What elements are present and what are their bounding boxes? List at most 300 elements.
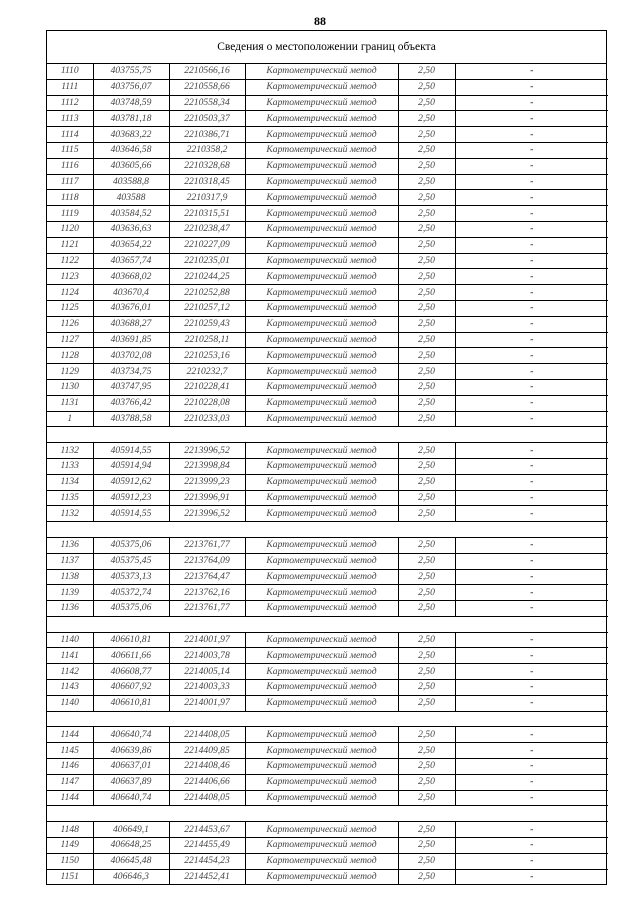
table-row [47, 379, 608, 395]
cell-accuracy: 2,50 [398, 158, 455, 174]
cell-y-coordinate: 2214001,97 [169, 695, 245, 711]
table-row [47, 664, 608, 680]
cell-accuracy: 2,50 [398, 253, 455, 269]
cell-method: Картометрический метод [245, 316, 398, 332]
cell-description: - [455, 743, 608, 759]
cell-accuracy: 2,50 [398, 206, 455, 222]
cell-description: - [455, 664, 608, 680]
cell-x-coordinate: 403588,8 [93, 174, 169, 190]
cell-x-coordinate: 403584,52 [93, 206, 169, 222]
cell-y-coordinate: 2210558,66 [169, 79, 245, 95]
cell-x-coordinate: 403781,18 [93, 111, 169, 127]
cell-y-coordinate: 2210238,47 [169, 221, 245, 237]
cell-description: - [455, 506, 608, 522]
cell-x-coordinate: 403756,07 [93, 79, 169, 95]
cell-x-coordinate: 403734,75 [93, 364, 169, 380]
table-row [47, 443, 608, 459]
cell-point-number: 1148 [47, 822, 93, 838]
table-row [47, 474, 608, 490]
cell-accuracy: 2,50 [398, 680, 455, 696]
cell-point-number: 1133 [47, 458, 93, 474]
cell-description: - [455, 838, 608, 854]
cell-point-number: 1134 [47, 474, 93, 490]
cell-accuracy: 2,50 [398, 379, 455, 395]
cell-x-coordinate: 403748,59 [93, 95, 169, 111]
group-separator-row [47, 522, 608, 538]
cell-description: - [455, 316, 608, 332]
cell-description: - [455, 142, 608, 158]
cell-description: - [455, 553, 608, 569]
table-row [47, 458, 608, 474]
table-row [47, 838, 608, 854]
cell-method: Картометрический метод [245, 142, 398, 158]
table-row [47, 853, 608, 869]
cell-accuracy: 2,50 [398, 111, 455, 127]
cell-accuracy: 2,50 [398, 142, 455, 158]
cell-accuracy: 2,50 [398, 285, 455, 301]
cell-accuracy: 2,50 [398, 664, 455, 680]
cell-y-coordinate: 2214408,05 [169, 727, 245, 743]
cell-x-coordinate: 405912,23 [93, 490, 169, 506]
cell-x-coordinate: 403688,27 [93, 316, 169, 332]
cell-method: Картометрический метод [245, 332, 398, 348]
cell-point-number: 1129 [47, 364, 93, 380]
cell-x-coordinate: 403657,74 [93, 253, 169, 269]
group-separator-cell [47, 806, 608, 822]
cell-x-coordinate: 406637,01 [93, 759, 169, 775]
cell-x-coordinate: 405375,06 [93, 537, 169, 553]
cell-description: - [455, 348, 608, 364]
cell-accuracy: 2,50 [398, 648, 455, 664]
cell-x-coordinate: 406607,92 [93, 680, 169, 696]
cell-method: Картометрический метод [245, 269, 398, 285]
cell-y-coordinate: 2214406,66 [169, 774, 245, 790]
cell-x-coordinate: 406648,25 [93, 838, 169, 854]
cell-accuracy: 2,50 [398, 95, 455, 111]
cell-accuracy: 2,50 [398, 348, 455, 364]
cell-x-coordinate: 406640,74 [93, 727, 169, 743]
cell-accuracy: 2,50 [398, 364, 455, 380]
cell-accuracy: 2,50 [398, 506, 455, 522]
cell-point-number: 1140 [47, 695, 93, 711]
cell-method: Картометрический метод [245, 790, 398, 806]
cell-y-coordinate: 2210566,16 [169, 64, 245, 79]
cell-description: - [455, 569, 608, 585]
cell-y-coordinate: 2210235,01 [169, 253, 245, 269]
cell-point-number: 1128 [47, 348, 93, 364]
cell-y-coordinate: 2210259,43 [169, 316, 245, 332]
cell-method: Картометрический метод [245, 838, 398, 854]
cell-y-coordinate: 2213764,09 [169, 553, 245, 569]
cell-y-coordinate: 2210257,12 [169, 300, 245, 316]
cell-method: Картометрический метод [245, 601, 398, 617]
cell-method: Картометрический метод [245, 379, 398, 395]
cell-y-coordinate: 2210228,41 [169, 379, 245, 395]
cell-description: - [455, 537, 608, 553]
cell-method: Картометрический метод [245, 506, 398, 522]
cell-method: Картометрический метод [245, 648, 398, 664]
cell-method: Картометрический метод [245, 822, 398, 838]
table-row [47, 142, 608, 158]
cell-x-coordinate: 403747,95 [93, 379, 169, 395]
cell-method: Картометрический метод [245, 158, 398, 174]
cell-accuracy: 2,50 [398, 221, 455, 237]
cell-point-number: 1122 [47, 253, 93, 269]
cell-description: - [455, 379, 608, 395]
cell-accuracy: 2,50 [398, 127, 455, 143]
cell-y-coordinate: 2210227,09 [169, 237, 245, 253]
cell-x-coordinate: 406608,77 [93, 664, 169, 680]
cell-method: Картометрический метод [245, 174, 398, 190]
cell-method: Картометрический метод [245, 853, 398, 869]
cell-point-number: 1126 [47, 316, 93, 332]
cell-point-number: 1139 [47, 585, 93, 601]
cell-x-coordinate: 405375,45 [93, 553, 169, 569]
group-separator-cell [47, 522, 608, 538]
cell-point-number: 1110 [47, 64, 93, 79]
group-separator-row [47, 806, 608, 822]
cell-method: Картометрический метод [245, 458, 398, 474]
cell-x-coordinate: 406610,81 [93, 695, 169, 711]
cell-y-coordinate: 2214408,46 [169, 759, 245, 775]
cell-description: - [455, 237, 608, 253]
cell-accuracy: 2,50 [398, 790, 455, 806]
cell-description: - [455, 853, 608, 869]
cell-description: - [455, 285, 608, 301]
cell-y-coordinate: 2210315,51 [169, 206, 245, 222]
cell-description: - [455, 474, 608, 490]
cell-point-number: 1132 [47, 443, 93, 459]
cell-accuracy: 2,50 [398, 822, 455, 838]
cell-point-number: 1112 [47, 95, 93, 111]
cell-description: - [455, 458, 608, 474]
cell-y-coordinate: 2213764,47 [169, 569, 245, 585]
cell-description: - [455, 632, 608, 648]
cell-point-number: 1150 [47, 853, 93, 869]
cell-x-coordinate: 406646,3 [93, 869, 169, 884]
cell-point-number: 1114 [47, 127, 93, 143]
cell-description: - [455, 127, 608, 143]
table-row [47, 759, 608, 775]
cell-method: Картометрический метод [245, 206, 398, 222]
cell-accuracy: 2,50 [398, 553, 455, 569]
cell-point-number: 1151 [47, 869, 93, 884]
cell-accuracy: 2,50 [398, 601, 455, 617]
cell-x-coordinate: 403668,02 [93, 269, 169, 285]
table-row [47, 774, 608, 790]
cell-point-number: 1147 [47, 774, 93, 790]
group-separator-cell [47, 711, 608, 727]
table-row [47, 506, 608, 522]
table-row [47, 553, 608, 569]
cell-y-coordinate: 2214454,23 [169, 853, 245, 869]
cell-point-number: 1132 [47, 506, 93, 522]
cell-description: - [455, 95, 608, 111]
cell-y-coordinate: 2213999,23 [169, 474, 245, 490]
cell-y-coordinate: 2214409,85 [169, 743, 245, 759]
table-row [47, 158, 608, 174]
cell-method: Картометрический метод [245, 443, 398, 459]
cell-method: Картометрический метод [245, 569, 398, 585]
cell-description: - [455, 869, 608, 884]
cell-accuracy: 2,50 [398, 838, 455, 854]
cell-method: Картометрический метод [245, 727, 398, 743]
cell-point-number: 1116 [47, 158, 93, 174]
cell-y-coordinate: 2213762,16 [169, 585, 245, 601]
cell-point-number: 1144 [47, 727, 93, 743]
cell-description: - [455, 79, 608, 95]
cell-method: Картометрический метод [245, 237, 398, 253]
cell-x-coordinate: 406637,89 [93, 774, 169, 790]
group-separator-cell [47, 427, 608, 443]
cell-x-coordinate: 405914,55 [93, 506, 169, 522]
cell-description: - [455, 411, 608, 427]
cell-accuracy: 2,50 [398, 774, 455, 790]
table-row [47, 395, 608, 411]
cell-method: Картометрический метод [245, 869, 398, 884]
cell-method: Картометрический метод [245, 79, 398, 95]
cell-x-coordinate: 403702,08 [93, 348, 169, 364]
cell-description: - [455, 443, 608, 459]
cell-description: - [455, 774, 608, 790]
cell-description: - [455, 695, 608, 711]
cell-description: - [455, 585, 608, 601]
cell-method: Картометрический метод [245, 490, 398, 506]
table-row [47, 79, 608, 95]
cell-x-coordinate: 405373,13 [93, 569, 169, 585]
cell-description: - [455, 269, 608, 285]
cell-point-number: 1142 [47, 664, 93, 680]
cell-accuracy: 2,50 [398, 443, 455, 459]
cell-accuracy: 2,50 [398, 585, 455, 601]
cell-y-coordinate: 2210233,03 [169, 411, 245, 427]
cell-description: - [455, 601, 608, 617]
cell-y-coordinate: 2210358,2 [169, 142, 245, 158]
group-separator-row [47, 427, 608, 443]
cell-point-number: 1120 [47, 221, 93, 237]
table-row [47, 253, 608, 269]
cell-accuracy: 2,50 [398, 64, 455, 79]
cell-accuracy: 2,50 [398, 458, 455, 474]
cell-point-number: 1127 [47, 332, 93, 348]
cell-x-coordinate: 403788,58 [93, 411, 169, 427]
cell-point-number: 1115 [47, 142, 93, 158]
cell-method: Картометрический метод [245, 411, 398, 427]
cell-description: - [455, 206, 608, 222]
cell-point-number: 1113 [47, 111, 93, 127]
cell-x-coordinate: 406611,66 [93, 648, 169, 664]
cell-description: - [455, 158, 608, 174]
cell-y-coordinate: 2210558,34 [169, 95, 245, 111]
table-row [47, 269, 608, 285]
cell-accuracy: 2,50 [398, 632, 455, 648]
group-separator-row [47, 711, 608, 727]
cell-method: Картометрический метод [245, 774, 398, 790]
group-separator-cell [47, 616, 608, 632]
cell-point-number: 1145 [47, 743, 93, 759]
cell-x-coordinate: 403691,85 [93, 332, 169, 348]
cell-y-coordinate: 2210503,37 [169, 111, 245, 127]
table-row [47, 190, 608, 206]
cell-point-number: 1119 [47, 206, 93, 222]
cell-accuracy: 2,50 [398, 743, 455, 759]
cell-accuracy: 2,50 [398, 853, 455, 869]
cell-point-number: 1149 [47, 838, 93, 854]
table-row [47, 364, 608, 380]
table-row [47, 111, 608, 127]
cell-point-number: 1144 [47, 790, 93, 806]
coordinates-table [47, 64, 608, 884]
cell-x-coordinate: 403588 [93, 190, 169, 206]
table-row [47, 348, 608, 364]
cell-x-coordinate: 403646,58 [93, 142, 169, 158]
cell-point-number: 1141 [47, 648, 93, 664]
cell-x-coordinate: 403654,22 [93, 237, 169, 253]
cell-point-number: 1124 [47, 285, 93, 301]
cell-method: Картометрический метод [245, 585, 398, 601]
cell-accuracy: 2,50 [398, 569, 455, 585]
table-row [47, 569, 608, 585]
cell-description: - [455, 822, 608, 838]
section-title: Сведения о местоположении границ объекта [47, 31, 606, 64]
cell-x-coordinate: 403683,22 [93, 127, 169, 143]
page-number: 88 [314, 14, 326, 28]
cell-accuracy: 2,50 [398, 269, 455, 285]
cell-x-coordinate: 403676,01 [93, 300, 169, 316]
table-row [47, 127, 608, 143]
table-row [47, 632, 608, 648]
cell-point-number: 1117 [47, 174, 93, 190]
cell-y-coordinate: 2214455,49 [169, 838, 245, 854]
cell-point-number: 1121 [47, 237, 93, 253]
table-row [47, 680, 608, 696]
cell-point-number: 1135 [47, 490, 93, 506]
cell-point-number: 1118 [47, 190, 93, 206]
cell-accuracy: 2,50 [398, 79, 455, 95]
table-row [47, 332, 608, 348]
cell-method: Картометрический метод [245, 759, 398, 775]
cell-accuracy: 2,50 [398, 332, 455, 348]
cell-accuracy: 2,50 [398, 174, 455, 190]
cell-description: - [455, 490, 608, 506]
cell-description: - [455, 364, 608, 380]
cell-description: - [455, 300, 608, 316]
table-row [47, 790, 608, 806]
cell-x-coordinate: 405912,62 [93, 474, 169, 490]
cell-description: - [455, 221, 608, 237]
cell-accuracy: 2,50 [398, 490, 455, 506]
cell-accuracy: 2,50 [398, 695, 455, 711]
table-row [47, 695, 608, 711]
cell-method: Картометрический метод [245, 190, 398, 206]
cell-accuracy: 2,50 [398, 759, 455, 775]
cell-x-coordinate: 405372,74 [93, 585, 169, 601]
cell-y-coordinate: 2214408,05 [169, 790, 245, 806]
table-row [47, 822, 608, 838]
cell-point-number: 1143 [47, 680, 93, 696]
cell-method: Картометрический метод [245, 553, 398, 569]
cell-method: Картометрический метод [245, 221, 398, 237]
cell-point-number: 1123 [47, 269, 93, 285]
table-row [47, 221, 608, 237]
cell-method: Картометрический метод [245, 348, 398, 364]
cell-x-coordinate: 406649,1 [93, 822, 169, 838]
cell-method: Картометрический метод [245, 285, 398, 301]
table-row [47, 869, 608, 884]
cell-description: - [455, 111, 608, 127]
cell-y-coordinate: 2214005,14 [169, 664, 245, 680]
cell-y-coordinate: 2210258,11 [169, 332, 245, 348]
cell-y-coordinate: 2214003,78 [169, 648, 245, 664]
cell-accuracy: 2,50 [398, 300, 455, 316]
table-row [47, 743, 608, 759]
cell-method: Картометрический метод [245, 537, 398, 553]
cell-description: - [455, 174, 608, 190]
cell-y-coordinate: 2210253,16 [169, 348, 245, 364]
cell-description: - [455, 790, 608, 806]
table-row [47, 411, 608, 427]
cell-accuracy: 2,50 [398, 474, 455, 490]
cell-x-coordinate: 403605,66 [93, 158, 169, 174]
cell-accuracy: 2,50 [398, 411, 455, 427]
cell-method: Картометрический метод [245, 474, 398, 490]
cell-description: - [455, 648, 608, 664]
cell-accuracy: 2,50 [398, 395, 455, 411]
table-row [47, 537, 608, 553]
cell-method: Картометрический метод [245, 111, 398, 127]
cell-method: Картометрический метод [245, 364, 398, 380]
cell-method: Картометрический метод [245, 64, 398, 79]
cell-x-coordinate: 403670,4 [93, 285, 169, 301]
cell-x-coordinate: 405914,94 [93, 458, 169, 474]
cell-y-coordinate: 2214001,97 [169, 632, 245, 648]
cell-accuracy: 2,50 [398, 869, 455, 884]
cell-point-number: 1131 [47, 395, 93, 411]
cell-y-coordinate: 2210244,25 [169, 269, 245, 285]
table-row [47, 585, 608, 601]
cell-accuracy: 2,50 [398, 727, 455, 743]
cell-y-coordinate: 2210386,71 [169, 127, 245, 143]
cell-x-coordinate: 406610,81 [93, 632, 169, 648]
cell-y-coordinate: 2213761,77 [169, 601, 245, 617]
table-row [47, 64, 608, 79]
table-row [47, 174, 608, 190]
cell-point-number: 1136 [47, 537, 93, 553]
table-row [47, 237, 608, 253]
cell-description: - [455, 680, 608, 696]
cell-y-coordinate: 2210318,45 [169, 174, 245, 190]
cell-x-coordinate: 403755,75 [93, 64, 169, 79]
table-row [47, 648, 608, 664]
table-row [47, 300, 608, 316]
cell-description: - [455, 190, 608, 206]
cell-x-coordinate: 405375,06 [93, 601, 169, 617]
cell-accuracy: 2,50 [398, 316, 455, 332]
cell-point-number: 1137 [47, 553, 93, 569]
cell-accuracy: 2,50 [398, 537, 455, 553]
cell-method: Картометрический метод [245, 664, 398, 680]
cell-point-number: 1136 [47, 601, 93, 617]
table-row [47, 601, 608, 617]
cell-description: - [455, 759, 608, 775]
table-row [47, 490, 608, 506]
cell-description: - [455, 332, 608, 348]
table-row [47, 285, 608, 301]
coordinates-table-body [47, 64, 608, 884]
cell-x-coordinate: 403636,63 [93, 221, 169, 237]
cell-y-coordinate: 2210252,88 [169, 285, 245, 301]
cell-accuracy: 2,50 [398, 237, 455, 253]
